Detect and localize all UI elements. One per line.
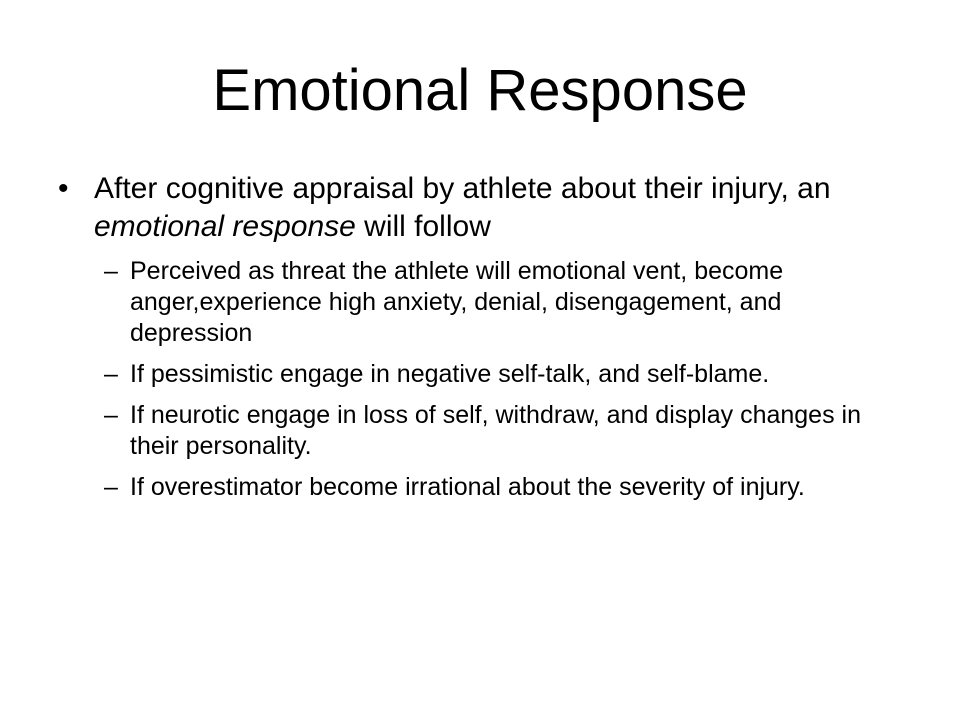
sub-bullet-list xyxy=(56,256,876,503)
sub-bullet-text: If pessimistic engage in negative self-talk, and self-blame. xyxy=(130,360,770,388)
main-bullet-text-before: After cognitive appraisal by athlete about their injury, an xyxy=(94,172,831,205)
sub-bullet-marker: – xyxy=(104,401,118,429)
sub-bullet-text: If neurotic engage in loss of self, withdraw, and display changes in their personality. xyxy=(130,401,861,460)
main-bullet-emphasis: emotional response xyxy=(94,210,356,243)
sub-bullet-marker: – xyxy=(104,360,118,388)
sub-bullet-text: Perceived as threat the athlete will emotional vent, become anger,experience high anxiety, denial, disengagement, and depression xyxy=(130,257,784,347)
slide-title: Emotional Response xyxy=(212,58,748,123)
sub-bullet xyxy=(92,359,876,390)
sub-bullet-marker: – xyxy=(104,257,118,285)
sub-bullet xyxy=(92,400,876,462)
sub-bullet-marker: – xyxy=(104,473,118,501)
sub-bullet-text: If overestimator become irrational about the severity of injury. xyxy=(130,473,805,501)
main-bullet xyxy=(56,170,876,246)
bullet-marker: • xyxy=(58,172,69,205)
sub-bullet xyxy=(92,256,876,349)
slide-content xyxy=(56,170,876,513)
sub-bullet xyxy=(92,472,876,503)
main-bullet-text-after: will follow xyxy=(355,210,491,243)
